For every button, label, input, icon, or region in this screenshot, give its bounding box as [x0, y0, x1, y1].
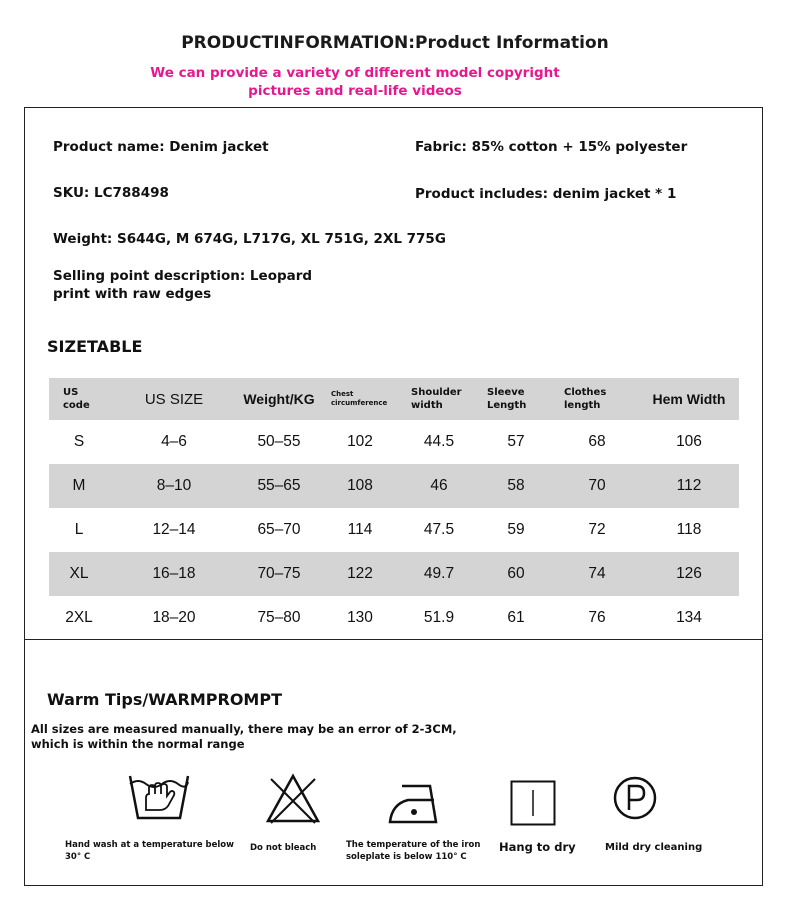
- header-us-code: [49, 378, 109, 420]
- table-cell: 70: [555, 464, 639, 508]
- table-cell: 55–65: [239, 464, 319, 508]
- table-cell: 50–55: [257, 433, 301, 450]
- product-includes: Product includes: denim jacket * 1: [415, 186, 677, 202]
- care-label-line: The temperature of the iron: [346, 840, 481, 850]
- care-label-line: Hang to dry: [499, 840, 576, 854]
- promo-line-1: We can provide a variety of different model copyright: [150, 65, 560, 81]
- measurement-note-line-1: All sizes are measured manually, there may be an error of 2-3CM,: [31, 722, 457, 736]
- header-chest: [319, 378, 401, 420]
- header-shoulder: [401, 378, 477, 420]
- dry-clean-icon: [612, 775, 658, 821]
- header-clothes-line-2: length: [564, 400, 601, 411]
- selling-point-line-2: print with raw edges: [53, 286, 212, 302]
- header-hem-width: Hem Width: [639, 378, 739, 420]
- header-chest-line-1: Chest: [331, 390, 354, 398]
- table-cell: 114: [347, 521, 373, 538]
- selling-point-line-1: Selling point description: Leopard: [53, 268, 313, 284]
- table-cell: 44.5: [423, 433, 455, 450]
- table-row: [49, 508, 739, 552]
- table-cell: 58: [477, 464, 555, 508]
- size-table-heading: SIZETABLE: [47, 337, 143, 356]
- table-cell: 18–20: [152, 609, 196, 626]
- table-cell: 70–75: [239, 552, 319, 596]
- table-cell: 51.9: [423, 609, 455, 626]
- product-name: Product name: Denim jacket: [53, 139, 269, 155]
- promo-text: [0, 64, 710, 100]
- table-cell: M: [49, 464, 109, 508]
- table-cell: 65–70: [257, 521, 301, 538]
- table-cell: 134: [676, 609, 702, 626]
- table-row: [49, 420, 739, 464]
- table-cell: 76: [588, 609, 606, 626]
- selling-point: [53, 267, 312, 303]
- table-cell: 68: [588, 433, 606, 450]
- care-label-line: Do not bleach: [250, 843, 317, 853]
- header-clothes-length: [555, 378, 639, 420]
- table-cell: 57: [507, 433, 525, 450]
- page-title: PRODUCTINFORMATION:Product Information: [181, 33, 609, 53]
- care-label-hang-dry: [499, 841, 576, 853]
- promo-line-2: pictures and real-life videos: [248, 83, 462, 99]
- table-cell: 12–14: [152, 521, 196, 538]
- table-cell: 72: [588, 521, 606, 538]
- table-cell: 61: [507, 609, 525, 626]
- table-cell: 49.7: [401, 552, 477, 596]
- hang-to-dry-icon: [510, 780, 556, 826]
- table-cell: S: [73, 433, 85, 450]
- table-cell: 102: [347, 433, 373, 450]
- measurement-note-line-2: which is within the normal range: [31, 737, 245, 751]
- header-weight: Weight/KG: [239, 378, 319, 420]
- care-label-line: Mild dry cleaning: [605, 842, 703, 853]
- header-sleeve: [477, 378, 555, 420]
- warm-tips-heading: Warm Tips/WARMPROMPT: [47, 690, 282, 709]
- care-label-line: 30° C: [65, 852, 91, 862]
- hand-wash-icon: [128, 772, 190, 824]
- table-cell: 112: [639, 464, 739, 508]
- header-sleeve-line-1: Sleeve: [487, 387, 525, 398]
- care-label-line: soleplate is below 110° C: [346, 852, 467, 862]
- size-table: [49, 378, 739, 640]
- table-cell: 108: [319, 464, 401, 508]
- table-cell: 74: [555, 552, 639, 596]
- table-row: [49, 596, 739, 640]
- header-us-code-line-1: US: [63, 387, 79, 398]
- care-label-line: Hand wash at a temperature below: [65, 840, 235, 850]
- care-label-bleach: [250, 842, 316, 854]
- table-cell: 59: [507, 521, 525, 538]
- table-cell: 47.5: [423, 521, 455, 538]
- care-label-hand-wash: [65, 839, 234, 863]
- table-cell: 2XL: [65, 609, 93, 626]
- table-cell: 75–80: [257, 609, 301, 626]
- table-cell: 130: [347, 609, 373, 626]
- table-cell: 122: [319, 552, 401, 596]
- table-cell: 16–18: [109, 552, 239, 596]
- iron-icon: [388, 782, 440, 826]
- header-us-size: US SIZE: [109, 378, 239, 420]
- header-chest-line-2: circumference: [331, 399, 388, 407]
- header-shoulder-line-2: width: [411, 400, 443, 411]
- product-sku: SKU: LC788498: [53, 185, 169, 201]
- care-label-dry-clean: [605, 842, 702, 854]
- product-fabric: Fabric: 85% cotton + 15% polyester: [415, 139, 688, 155]
- header-us-code-line-2: code: [63, 400, 90, 411]
- care-label-iron: [346, 839, 480, 863]
- table-cell: 8–10: [109, 464, 239, 508]
- do-not-bleach-icon: [265, 773, 321, 825]
- measurement-note: [31, 722, 457, 752]
- table-row: [49, 552, 739, 596]
- table-row: [49, 464, 739, 508]
- product-weight: Weight: S644G, M 674G, L717G, XL 751G, 2XL 775G: [53, 231, 446, 247]
- table-cell: 4–6: [161, 433, 187, 450]
- table-cell: L: [74, 521, 84, 538]
- table-cell: 126: [639, 552, 739, 596]
- header-shoulder-line-1: Shoulder: [411, 387, 462, 398]
- table-cell: 60: [477, 552, 555, 596]
- table-cell: 106: [676, 433, 702, 450]
- header-sleeve-line-2: Length: [487, 400, 527, 411]
- size-table-header-row: [49, 378, 739, 420]
- header-clothes-line-1: Clothes: [564, 387, 607, 398]
- table-cell: 118: [676, 521, 702, 538]
- table-cell: 46: [401, 464, 477, 508]
- table-cell: XL: [49, 552, 109, 596]
